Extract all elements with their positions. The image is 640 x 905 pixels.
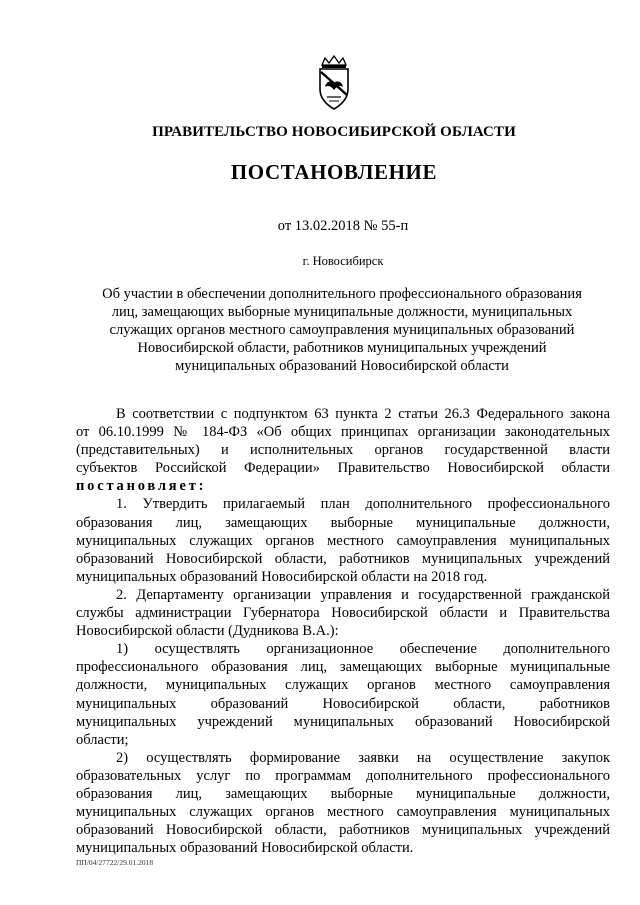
subitem1-line: области;	[76, 731, 129, 748]
city-name: г. Новосибирск	[302, 254, 384, 268]
item1-line: муниципальных служащих органов местного самоуправления муниципальных	[76, 532, 610, 549]
date-and-number: от 13.02.2018 № 55-п	[277, 218, 409, 234]
item2-line: службы администрации Губернатора Новосибирской области и Правительства	[76, 605, 610, 622]
resolves-line	[76, 477, 610, 495]
preamble-line: В соответствии с подпунктом 63 пункта 2 статьи 26.3 Федерального закона	[116, 406, 610, 422]
document-subject	[76, 285, 608, 375]
item2-line: Новосибирской области (Дудникова В.А.):	[76, 623, 339, 640]
document-footer-code: ПП/04/27722/29.01.2018	[76, 858, 154, 867]
subitem1-line: профессионального образования лиц, замещающих выборные муниципальные	[76, 659, 610, 676]
subitem2-line: муниципальных образований Новосибирской области.	[76, 840, 414, 857]
subitem1-line: должности, муниципальных служащих органов местного самоуправления	[76, 677, 610, 694]
subject-line: служащих органов местного самоуправления муниципальных образований	[109, 322, 575, 338]
coat-of-arms-icon	[314, 55, 354, 111]
item2-line: 2. Департаменту организации управления и государственной гражданской	[116, 586, 610, 603]
preamble-line: от 06.10.1999 № 184-ФЗ «Об общих принципах организации законодательных	[76, 424, 610, 441]
subitem1-line: муниципальных учреждений муниципальных образований Новосибирской	[76, 713, 610, 730]
subject-line: муниципальных образований Новосибирской области	[175, 358, 509, 374]
subitem2-line: 2) осуществлять формирование заявки на осуществление закупок	[116, 749, 610, 766]
document-type-title: ПОСТАНОВЛЕНИЕ	[230, 160, 438, 184]
preamble-line: субъектов Российской Федерации» Правительство Новосибирской области	[76, 460, 610, 477]
subitem2-line: образовательных услуг по программам дополнительного профессионального	[76, 767, 610, 784]
preamble-line: (представительных) и исполнительных органов государственной власти	[76, 442, 610, 459]
subject-line: лиц, замещающих выборные муниципальные должности, муниципальных	[111, 304, 573, 320]
item1-line: образований Новосибирской области, работников муниципальных учреждений	[76, 550, 610, 567]
subitem2-line: образования лиц, замещающих выборные муниципальные должности,	[76, 785, 610, 802]
subject-line: Новосибирской области, работников муниципальных учреждений	[137, 340, 547, 356]
subitem2-line: образований Новосибирской области, работников муниципальных учреждений	[76, 822, 610, 839]
government-name: ПРАВИТЕЛЬСТВО НОВОСИБИРСКОЙ ОБЛАСТИ	[152, 124, 516, 140]
item1-line: муниципальных образований Новосибирской области на 2018 год.	[76, 568, 488, 585]
item1-line: образования лиц, замещающих выборные муниципальные должности,	[76, 514, 610, 531]
resolves-word: постановляет:	[76, 478, 207, 495]
subitem2-line: муниципальных служащих органов местного самоуправления муниципальных	[76, 804, 610, 821]
subitem1-line: муниципальных образований Новосибирской области, работников	[76, 695, 610, 712]
subitem1-line: 1) осуществлять организационное обеспечение дополнительного	[116, 641, 610, 658]
document-body	[76, 405, 610, 857]
item1-line: 1. Утвердить прилагаемый план дополнительного профессионального	[116, 496, 610, 513]
subject-line: Об участии в обеспечении дополнительного профессионального образования	[102, 286, 582, 302]
